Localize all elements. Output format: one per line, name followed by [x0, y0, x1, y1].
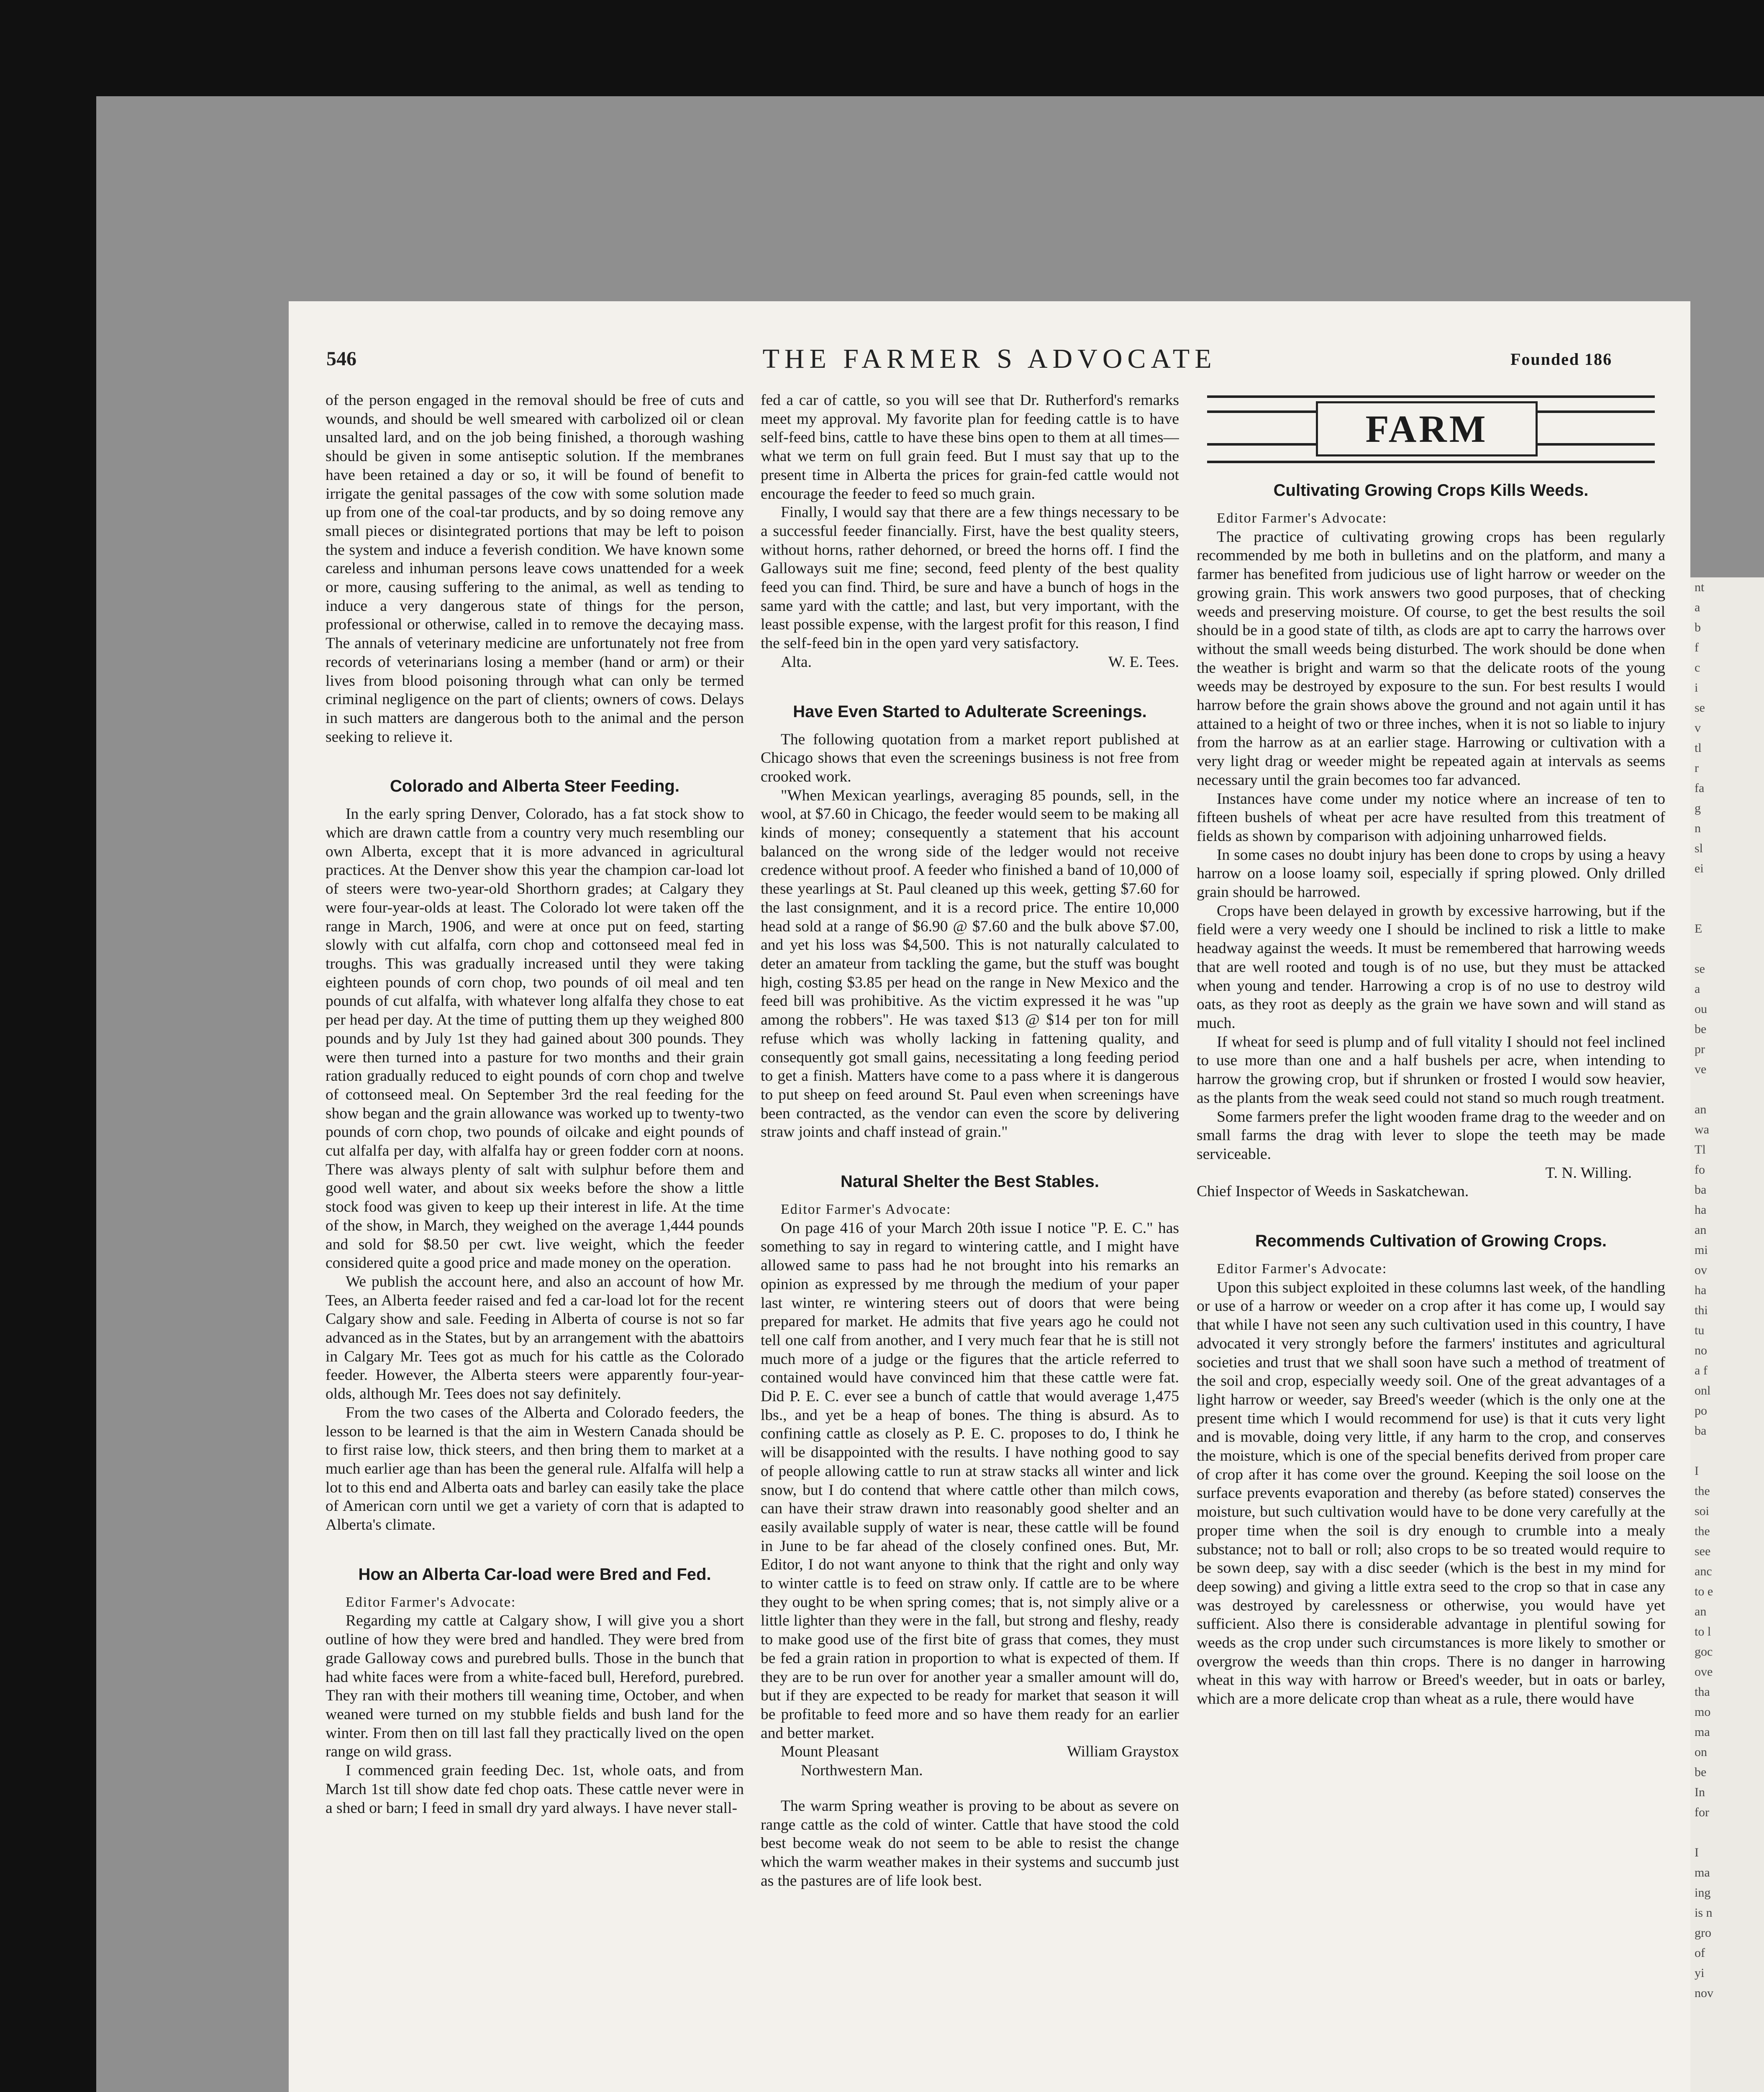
- adjacent-page-fragments: [1690, 577, 1764, 2003]
- article-heading: How an Alberta Car-load were Bred and Fed.: [358, 1565, 711, 1584]
- edge-fragment: In: [1695, 1785, 1705, 1799]
- article-text: We publish the account here, and also an account of how Mr. Tees, an Alberta feeder raised and fed a car-load lot for the recent Calgary show and sale. Feeding in Alberta of course is not so far advanced as in the States, but by an arrangement with the abattoirs in Calgary Mr. Tees got as much for his cattle as the Colorado feeder. However, the Alberta steers were apparently four-year-olds, although Mr. Tees does not say definitely.: [326, 1273, 744, 1403]
- column-1: [326, 391, 744, 2092]
- signature-region: Northwestern Man.: [801, 1762, 923, 1779]
- edge-fragment: g: [1695, 801, 1701, 815]
- article-text: The following quotation from a market report published at Chicago shows that even the screenings business is not free from crooked work.: [761, 731, 1179, 785]
- edge-fragment: r: [1695, 761, 1699, 775]
- edge-fragment: yi: [1695, 1966, 1705, 1980]
- signature-title: Chief Inspector of Weeds in Saskatchewan.: [1197, 1183, 1469, 1200]
- edge-fragment: v: [1695, 721, 1701, 735]
- edge-fragment: thi: [1695, 1303, 1708, 1317]
- editor-salutation: Editor Farmer's Advocate:: [346, 1594, 516, 1610]
- edge-fragment: mo: [1695, 1705, 1711, 1719]
- article-heading: Have Even Started to Adulterate Screenings.: [793, 702, 1147, 721]
- edge-fragment: to e: [1695, 1584, 1713, 1598]
- edge-fragment: ou: [1695, 1002, 1707, 1016]
- edge-fragment: no: [1695, 1343, 1707, 1357]
- edge-fragment: be: [1695, 1022, 1707, 1036]
- edge-fragment: ve: [1695, 1062, 1707, 1076]
- editor-salutation: Editor Farmer's Advocate:: [1217, 510, 1387, 526]
- article-text: Upon this subject exploited in these columns last week, of the handling or use of a harrow or weeder on a crop after it has come up, I would say that while I have not seen any such cultivation used in this country, I have advocated it very strongly before the farmers' institutes and agricultural societies and trust that we shall soon have such a method of treatment of the soil and crop, especially weedy soil. One of the great advantages of a light harrow or weeder, say Breed's weeder (which is the only one at the present time which I would recommend for use) is that it cuts very light and is movable, doing very little, if any harm to the crop, and conserves the moisture, which is one of the special benefits derived from proper care of crop after it has come over the ground. Keeping the soil loose on the surface prevents evaporation and thereby (as before stated) conserves the moisture, but such cultivation would have to be done very carefully at the proper time when the soil is dry enough to crumble into a mealy substance; not to ball or roll; also crops to be so treated would require to be sown deep, say with a disc seeder (which is the best in my mind for deep sowing) and giving a little extra seed to the crop so that in case any was destroyed by carelessness or otherwise, you would have yet sufficient. Also there is considerable advantage in plentiful sowing for weeds as the crop under such circumstances is more likely to smother or overgrow the weeds than thin crops. There is no danger in harrowing wheat in this way with harrow or Breed's weeder, but in oats or barley, which are a more delicate crop than wheat as a rule, there would have: [1197, 1279, 1665, 1708]
- article-text: If wheat for seed is plump and of full vitality I should not feel inclined to use more than one and a half bushels per acre, when intending to harrow the growing crop, but if shrunken or frosted I would sow heavier, as the plants from the weak seed could not stand so much rough treatment.: [1197, 1033, 1665, 1107]
- edge-fragment: tl: [1695, 741, 1702, 755]
- edge-fragment: fo: [1695, 1163, 1705, 1177]
- edge-fragment: is n: [1695, 1906, 1713, 1920]
- article-text: of the person engaged in the removal should be free of cuts and wounds, and should be well smeared with carbolized oil or clean unsalted lard, and on the job being finished, a thorough washing should be given in some antiseptic solution. If the membranes have been retained a day or so, it will be found of benefit to irrigate the genital passages of the cow with some solution made up from one of the coal-tar products, and by so doing remove any small pieces or disintegrated portions that may be left to poison the system and induce a feverish condition. We have known some careless and inhuman persons leave cows unattended for a week or more, causing suffering to the animal, as well as tending to induce a very dangerous state of things for the person, professional or otherwise, called in to remove the decaying mass. The annals of veterinary medicine are unfortunately not free from records of veterinarians losing a member (hand or arm) or their lives from blood poisoning through what can only be termed criminal negligence on the part of clients; owners of cows. Delays in such matters are dangerous both to the animal and the person seeking to relieve it.: [326, 392, 744, 746]
- article-heading: Colorado and Alberta Steer Feeding.: [390, 777, 679, 796]
- edge-fragment: i: [1695, 681, 1698, 695]
- signature-line: [761, 653, 1179, 672]
- edge-fragment: I: [1695, 1846, 1699, 1859]
- column-2: [761, 391, 1179, 2092]
- edge-fragment: ba: [1695, 1183, 1707, 1197]
- edge-fragment: se: [1695, 962, 1705, 976]
- edge-fragment: of: [1695, 1946, 1705, 1960]
- article-text: I commenced grain feeding Dec. 1st, whole oats, and from March 1st till show date fed chop oats. These cattle never were in a shed or barn; I feed in small dry yard always. I have never stall-: [326, 1762, 744, 1817]
- edge-fragment: ov: [1695, 1263, 1707, 1277]
- edge-fragment: [1690, 939, 1757, 959]
- signature-place: Alta.: [781, 653, 812, 671]
- edge-fragment: mi: [1695, 1243, 1708, 1257]
- edge-fragment: be: [1695, 1765, 1707, 1779]
- newspaper-page: [289, 301, 1690, 2092]
- edge-fragment: a f: [1695, 1364, 1708, 1377]
- edge-fragment: b: [1695, 620, 1701, 634]
- edge-fragment: se: [1695, 701, 1705, 715]
- edge-fragment: on: [1695, 1745, 1707, 1759]
- article-text: Instances have come under my notice where an increase of ten to fifteen bushels of wheat per acre have resulted from this treatment of fields as shown by comparison with adjoining unharrowed fields.: [1197, 790, 1665, 845]
- article-text: Regarding my cattle at Calgary show, I will give you a short outline of how they were bred and handled. They were bred from grade Galloway cows and purebred bulls. Those in the bunch that had white faces were from a white-faced bull, Hereford, purebred. They ran with their mothers till weaning time, October, and when weaned were turned on my stubble fields and bush land for the winter. From then on till last fall they practically lived on the open range on wild grass.: [326, 1612, 744, 1761]
- article-text: On page 416 of your March 20th issue I notice "P. E. C." has something to say in regard to wintering cattle, and I might have allowed same to pass had he not brought into his remarks an opinion as expressed by me through the medium of your paper last winter, re wintering steers out of doors that were being prepared for market. He admits that five years ago he could not tell one calf from another, and I very much fear that he is still not much more of a judge or the figures that the article referred to contained would have convinced him that these cattle were fat. Did P. E. C. ever see a bunch of cattle that would average 1,475 lbs., and yet be a heap of bones. The thing is absurd. As to confining cattle as closely as P. E. C. proposes to do, I think he will be disappointed with the results. I have nothing good to say of people allowing cattle to run at straw stacks all winter and lick snow, but I do contend that where cattle other than milch cows, can have their straw drawn into reasonably good shelter and an easily available supply of water is near, these cattle will be found in June to be far ahead of the closely confined ones. But, Mr. Editor, I do not want anyone to think that the right and only way to winter cattle is to feed on straw only. If cattle are to be where they ought to be when spring comes; that is, not simply alive or a little lighter than they were in the fall, but strong and fleshy, ready to make good use of the first bite of grass that comes, they must be fed a grain ration in proportion to what is expected of them. If they are to be run over for another year a smaller amount will do, but if they are expected to be ready for market that season it will be profitable to feed more and so have them ready for an earlier and better market.: [761, 1219, 1179, 1742]
- section-banner-title: FARM: [1316, 401, 1538, 456]
- edge-fragment: E: [1695, 922, 1702, 936]
- edge-fragment: ma: [1695, 1866, 1710, 1879]
- column-3: [1197, 391, 1665, 2092]
- edge-fragment: ei: [1695, 861, 1704, 875]
- adjacent-page-edge: [1690, 577, 1764, 2092]
- edge-fragment: ha: [1695, 1203, 1707, 1217]
- article-heading: Cultivating Growing Crops Kills Weeds.: [1273, 481, 1589, 500]
- edge-fragment: gro: [1695, 1926, 1711, 1940]
- signature-place: Mount Pleasant: [781, 1743, 879, 1761]
- edge-fragment: ove: [1695, 1665, 1713, 1679]
- edge-fragment: tha: [1695, 1685, 1710, 1699]
- article-text: Crops have been delayed in growth by excessive harrowing, but if the field were a very weedy one I should be inclined to risk a little to make headway against the weeds. It must be remembered that harrowing weeds that are well rooted and tough is of no use, but they must be attacked when young and tender. Harrowing a crop is of no use to destroy wild oats, as they root as deeply as the grain we have sown and will stand as much.: [1197, 902, 1665, 1032]
- editor-salutation: Editor Farmer's Advocate:: [1217, 1261, 1387, 1277]
- edge-fragment: see: [1695, 1544, 1711, 1558]
- masthead-title: THE FARMER S ADVOCATE: [762, 344, 1217, 374]
- article-text: "When Mexican yearlings, averaging 85 pounds, sell, in the wool, at $7.60 in Chicago, the feeder would seem to be making all kinds of money; consequently a statement that his account balanced on the wrong side of the ledger would not receive credence without proof. A feeder who finished a band of 10,000 of these yearlings at St. Paul cleaned up this week, getting $7.60 for the last consignment, and it is a record price. The entire 10,000 head sold at a range of $6.90 @ $7.60 and the bulk above $7.00, and yet his loss was $4,500. This is not naturally calculated to deter an amateur from tackling the game, but the stuff was bought high, costing $3.85 per head on the range in New Mexico and the feed bill was prohibitive. As the victim expressed it he was "up among the robbers". He was taxed $13 @ $14 per ton for mill refuse which was wholly lacking in fattening quality, and consequently got small gains, necessitating a long feeding period to get a finish. Matters have come to a pass where it is dangerous to put sheep on feed around St. Paul even when screenings have been contracted, as the vendor can even the score by delivering straw joints and chaff instead of grain.": [761, 787, 1179, 1141]
- article-text: The warm Spring weather is proving to be about as severe on range cattle as the cold of winter. Cattle that have stood the cold best become weak do not seem to be able to resist the change which the warm weather makes in their systems and succumb just as the pastures are of life look best.: [761, 1797, 1179, 1889]
- article-text: In the early spring Denver, Colorado, has a fat stock show to which are drawn cattle from a country very much resembling our own Alberta, except that it is more advanced in agricultural practices. At the Denver show this year the champion car-load lot of steers were two-year-old Shorthorn grades; at Calgary they were four-year-olds at least. The Colorado lot were taken off the range in March, 1906, and were at once put on feed, starting slowly with cut alfalfa, corn chop and cottonseed meal fed in troughs. This was gradually increased until they were taking eighteen pounds of corn chop, two pounds of oil meal and ten pounds of cut alfalfa, with whatever long alfalfa they chose to eat per head per day. At the time of putting them up they weighed 800 pounds and by July 1st they had gained about 300 pounds. They were then turned into a pasture for two months and their grain ration gradually reduced to eight pounds of corn chop and twelve of cottonseed meal. On September 3rd the real feeding for the show began and the grain allowance was worked up to twenty-two pounds of corn chop, two pounds of oilcake and eight pounds of cut alfalfa per day, with alfalfa hay or green fodder corn at noons. There was always plenty of salt with sulphur before them and good well water, and about six weeks before the show a little stock food was given to keep up their interest in life. At the time of the show, in March, they weighed on the average 1,444 pounds and sold for $8.50 per cwt. live weight, which the feeder considered quite a good price and made money on the operation.: [326, 805, 744, 1272]
- article-heading: Recommends Cultivation of Growing Crops.: [1255, 1232, 1607, 1251]
- edge-fragment: anc: [1695, 1564, 1712, 1578]
- edge-fragment: tu: [1695, 1323, 1705, 1337]
- edge-fragment: the: [1695, 1484, 1710, 1498]
- edge-fragment: Tl: [1695, 1143, 1706, 1156]
- article-heading: Natural Shelter the Best Stables.: [841, 1172, 1099, 1191]
- edge-fragment: nov: [1695, 1986, 1713, 2000]
- article-text: The practice of cultivating growing crops has been regularly recommended by me both in bulletins and on the platform, and many a farmer has benefited from judicious use of light harrow or weeder on the growing grain. This work answers two good purposes, that of checking weeds and preserving moisture. Of course, to get the best results the soil should be in a good state of tilth, as clods are apt to carry the harrows over without the small weeds being disturbed. The work should be done when the weather is bright and warm so that the delicate roots of the young weeds may be destroyed by exposure to the sun. For best results I would harrow before the grain shows above the ground and not again until it has attained to a height of two or three inches, when it is not so liable to injury from the harrow as at an earlier stage. Harrowing or cultivation with a very light drag or weeder might be repeated again at intervals as seems necessary until the grain becomes too far advanced.: [1197, 528, 1665, 789]
- article-text: Finally, I would say that there are a few things necessary to be a successful feeder financially. First, have the best quality steers, without horns, rather dehorned, or breed the horns off. I find the Galloways suit me fine; second, feed plenty of the best quality feed you can find. Third, be sure and have a bunch of hogs in the same yard with the cattle; and last, but very important, with the least possible expense, with the largest profit for this reason, I find the self-feed bin in the open yard very satisfactory.: [761, 504, 1179, 652]
- article-text: Some farmers prefer the light wooden frame drag to the weeder and on small farms the drag with lever to slope the teeth may be made serviceable.: [1197, 1108, 1665, 1163]
- edge-fragment: onl: [1695, 1384, 1711, 1397]
- edge-fragment: a: [1695, 600, 1700, 614]
- article-text: fed a car of cattle, so you will see that Dr. Rutherford's remarks meet my approval. My favorite plan for feeding cattle is to have self-feed bins, cattle to have these bins open to them at all times—what we term on full grain feed. But I must say that up to the present time in Alberta the prices for grain-fed cattle would not encourage the feeder to feed so much grain.: [761, 392, 1179, 502]
- edge-fragment: [1690, 1441, 1757, 1461]
- signature-line: [761, 1743, 1179, 1761]
- founded-label: Founded 186: [1510, 350, 1613, 369]
- article-text: From the two cases of the Alberta and Colorado feeders, the lesson to be learned is that the aim in Western Canada should be to first raise low, thick steers, and then bring them to market at a much earlier age than has been the general rule. Alfalfa will help a lot to this end and Alberta oats and barley can easily take the place of American corn until we get a variety of corn that is adapted to Alberta's climate.: [326, 1404, 744, 1534]
- edge-fragment: goc: [1695, 1645, 1713, 1659]
- page-number: 546: [326, 348, 356, 370]
- article-text: In some cases no doubt injury has been done to crops by using a heavy harrow on a loose loamy soil, especially if spring plowed. Only drilled grain should be harrowed.: [1197, 846, 1665, 901]
- edge-fragment: a: [1695, 982, 1700, 996]
- edge-fragment: [1690, 1079, 1757, 1100]
- edge-fragment: [1690, 879, 1757, 899]
- signature-name: William Graystox: [1067, 1743, 1179, 1761]
- edge-fragment: fa: [1695, 781, 1705, 795]
- signature-name: T. N. Willing.: [1545, 1164, 1632, 1182]
- editor-salutation: Editor Farmer's Advocate:: [781, 1202, 951, 1218]
- edge-fragment: to l: [1695, 1625, 1711, 1638]
- section-banner: [1207, 395, 1655, 463]
- edge-fragment: c: [1695, 661, 1700, 674]
- edge-fragment: f: [1695, 641, 1699, 654]
- edge-fragment: the: [1695, 1524, 1710, 1538]
- edge-fragment: ma: [1695, 1725, 1710, 1739]
- edge-fragment: an: [1695, 1605, 1707, 1618]
- edge-fragment: [1690, 899, 1757, 919]
- edge-fragment: nt: [1695, 580, 1705, 594]
- page-header: [289, 301, 1690, 374]
- edge-fragment: po: [1695, 1404, 1707, 1418]
- edge-fragment: an: [1695, 1223, 1707, 1237]
- edge-fragment: n: [1695, 821, 1701, 835]
- edge-fragment: I: [1695, 1464, 1699, 1478]
- edge-fragment: ba: [1695, 1424, 1707, 1438]
- edge-fragment: wa: [1695, 1123, 1709, 1136]
- edge-fragment: pr: [1695, 1042, 1705, 1056]
- edge-fragment: an: [1695, 1102, 1707, 1116]
- edge-fragment: ing: [1695, 1886, 1711, 1900]
- edge-fragment: sl: [1695, 841, 1703, 855]
- edge-fragment: ha: [1695, 1283, 1707, 1297]
- edge-fragment: soi: [1695, 1504, 1710, 1518]
- edge-fragment: [1690, 1823, 1757, 1843]
- edge-fragment: for: [1695, 1805, 1709, 1819]
- signature-name: W. E. Tees.: [1108, 653, 1179, 671]
